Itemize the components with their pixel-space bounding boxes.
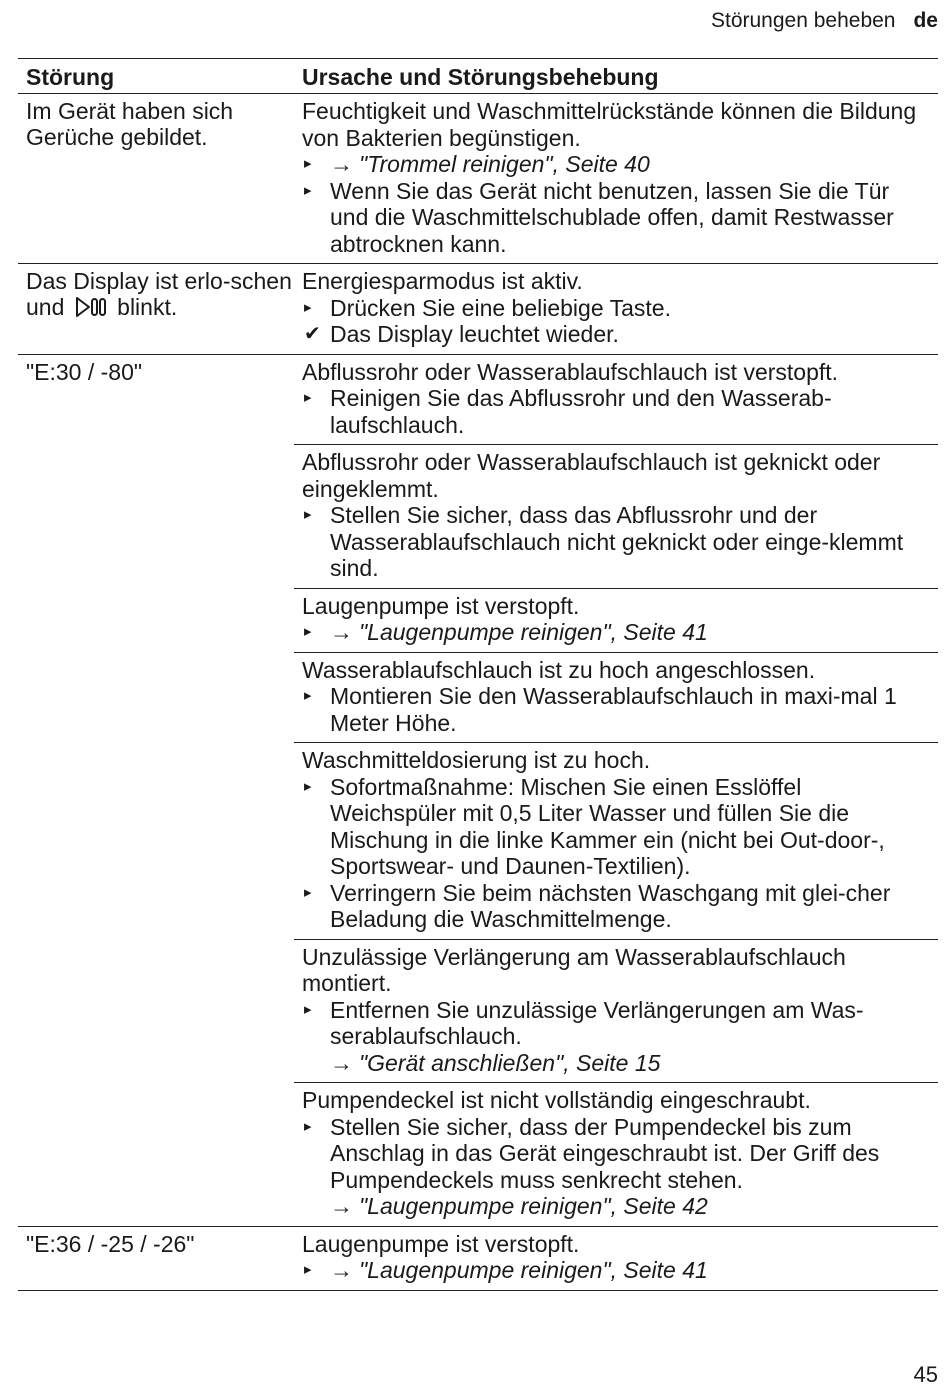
step-text-body: Stellen Sie sicher, dass der Pumpendeckel bis zum Anschlag in das Gerät eingeschraubt ist. Der Griff des Pumpendeckels muss senkrecht stehen. — [330, 1113, 880, 1193]
arrow-right-icon: → — [330, 1257, 353, 1283]
cause-text: Abflussrohr oder Wasserablaufschlauch ist geknickt oder eingeklemmt. — [302, 449, 881, 502]
cause-text: Abflussrohr oder Wasserablaufschlauch ist verstopft. — [302, 358, 839, 385]
step-item — [302, 619, 932, 646]
step-item — [302, 502, 932, 582]
troubleshooting-table — [18, 58, 938, 1291]
fault-cell: Im Gerät haben sich Gerüche gebildet. — [26, 98, 234, 150]
fault-text: Das Display ist erlo-schen und — [26, 268, 292, 320]
bullet-icon: ▸ — [304, 155, 312, 172]
cross-reference-link[interactable] — [330, 619, 932, 646]
reference-text: "Laugenpumpe reinigen", Seite 42 — [359, 1193, 708, 1219]
step-text: Wenn Sie das Gerät nicht benutzen, lassen Sie die Tür und die Waschmittelschublade offen, damit Restwasser abtrocknen kann. — [330, 177, 894, 257]
step-text: Reinigen Sie das Abflussrohr und den Wasserab-laufschlauch. — [330, 385, 832, 438]
result-text: Das Display leuchtet wieder. — [330, 321, 619, 347]
cause-block — [294, 742, 938, 939]
step-text: Stellen Sie sicher, dass das Abflussrohr und der Wasserablaufschlauch nicht geknickt oder einge-klemmt sind. — [330, 502, 904, 581]
reference-text: "Laugenpumpe reinigen", Seite 41 — [359, 619, 708, 645]
arrow-right-icon: → — [330, 151, 353, 177]
bullet-icon: ▸ — [304, 298, 312, 316]
result-item — [302, 321, 932, 348]
cause-text: Laugenpumpe ist verstopft. — [302, 1230, 580, 1257]
arrow-right-icon: → — [330, 619, 353, 645]
step-item — [302, 385, 932, 438]
arrow-right-icon: → — [330, 1049, 353, 1076]
step-item — [302, 683, 932, 736]
bullet-icon: ▸ — [304, 181, 312, 199]
reference-text: "Laugenpumpe reinigen", Seite 41 — [359, 1257, 708, 1283]
step-item — [302, 1114, 932, 1220]
cause-cell — [294, 355, 938, 1226]
table-row — [18, 1227, 938, 1291]
step-item — [302, 774, 932, 880]
cause-block — [294, 94, 938, 263]
cause-text: Pumpendeckel ist nicht vollständig eingeschraubt. — [302, 1087, 811, 1113]
cause-text: Feuchtigkeit und Waschmittelrückstände können die Bildung von Bakterien begünstigen. — [302, 98, 917, 151]
cause-block — [294, 444, 938, 588]
step-text: Montieren Sie den Wasserablaufschlauch in maxi-mal 1 Meter Höhe. — [330, 683, 897, 736]
language-tag: de — [913, 9, 938, 32]
play-pause-icon — [75, 296, 107, 323]
cause-text: Waschmitteldosierung ist zu hoch. — [302, 747, 651, 773]
cause-text: Energiesparmodus ist aktiv. — [302, 268, 583, 294]
cause-text: Wasserablaufschlauch ist zu hoch angeschlossen. — [302, 656, 816, 683]
fault-cell: "E:30 / -80" — [26, 358, 143, 385]
step-text: Drücken Sie eine beliebige Taste. — [330, 294, 671, 321]
bullet-icon: ▸ — [304, 1000, 312, 1018]
step-text — [330, 997, 932, 1077]
checkmark-icon: ✔ — [304, 323, 321, 345]
fault-cell — [18, 264, 294, 354]
cause-block — [294, 939, 938, 1083]
page-header — [711, 8, 938, 34]
bullet-icon: ▸ — [304, 1117, 312, 1135]
cause-block — [294, 264, 938, 354]
bullet-icon: ▸ — [304, 506, 312, 523]
cause-cell — [294, 1227, 938, 1290]
cause-text: Unzulässige Verlängerung am Wasserablaufschlauch montiert. — [302, 943, 846, 996]
column-header-fault: Störung — [26, 64, 115, 90]
step-item — [302, 151, 932, 178]
cross-reference-link[interactable] — [330, 1193, 932, 1220]
reference-text: "Gerät anschließen", Seite 15 — [359, 1049, 661, 1076]
reference-text: "Trommel reinigen", Seite 40 — [359, 151, 650, 177]
step-item — [302, 880, 932, 933]
fault-text-suffix: blinkt. — [117, 294, 178, 320]
step-item — [302, 295, 932, 322]
step-text — [330, 1114, 932, 1220]
arrow-right-icon: → — [330, 1193, 353, 1219]
table-row — [18, 264, 938, 355]
bullet-icon: ▸ — [304, 777, 312, 795]
bullet-icon: ▸ — [304, 687, 312, 704]
step-item — [302, 997, 932, 1077]
cause-cell — [294, 94, 938, 263]
step-text: Sofortmaßnahme: Mischen Sie einen Esslöffel Weichspüler mit 0,5 Liter Wasser und füllen Sie die Mischung in die linke Kammer ein (nicht bei Out-door-, Sportswear- und Daunen-Textilien). — [330, 773, 885, 879]
cross-reference-link[interactable] — [330, 1050, 932, 1077]
cause-block — [294, 588, 938, 652]
fault-cell: "E:36 / -25 / -26" — [26, 1230, 195, 1257]
table-row — [18, 94, 938, 264]
cause-block — [294, 1227, 938, 1290]
step-text-body: Entfernen Sie unzulässige Verlängerungen am Was-serablaufschlauch. — [330, 996, 864, 1049]
step-item — [302, 1257, 932, 1284]
cause-text: Laugenpumpe ist verstopft. — [302, 592, 580, 619]
cross-reference-link[interactable] — [330, 151, 932, 178]
table-row — [18, 355, 938, 1227]
step-item — [302, 178, 932, 258]
cause-block — [294, 1082, 938, 1226]
cause-block — [294, 355, 938, 445]
cause-cell — [294, 264, 938, 354]
step-text: Verringern Sie beim nächsten Waschgang mit glei-cher Beladung die Waschmittelmenge. — [330, 879, 891, 932]
page-number: 45 — [913, 1362, 938, 1387]
cause-block — [294, 652, 938, 743]
bullet-icon: ▸ — [304, 389, 312, 406]
section-title: Störungen beheben — [710, 9, 896, 32]
column-header-cause: Ursache und Störungsbehebung — [302, 64, 659, 90]
bullet-icon: ▸ — [304, 1261, 312, 1278]
bullet-icon: ▸ — [304, 883, 312, 901]
cross-reference-link[interactable] — [330, 1257, 932, 1284]
table-header — [18, 59, 938, 94]
bullet-icon: ▸ — [304, 623, 312, 640]
